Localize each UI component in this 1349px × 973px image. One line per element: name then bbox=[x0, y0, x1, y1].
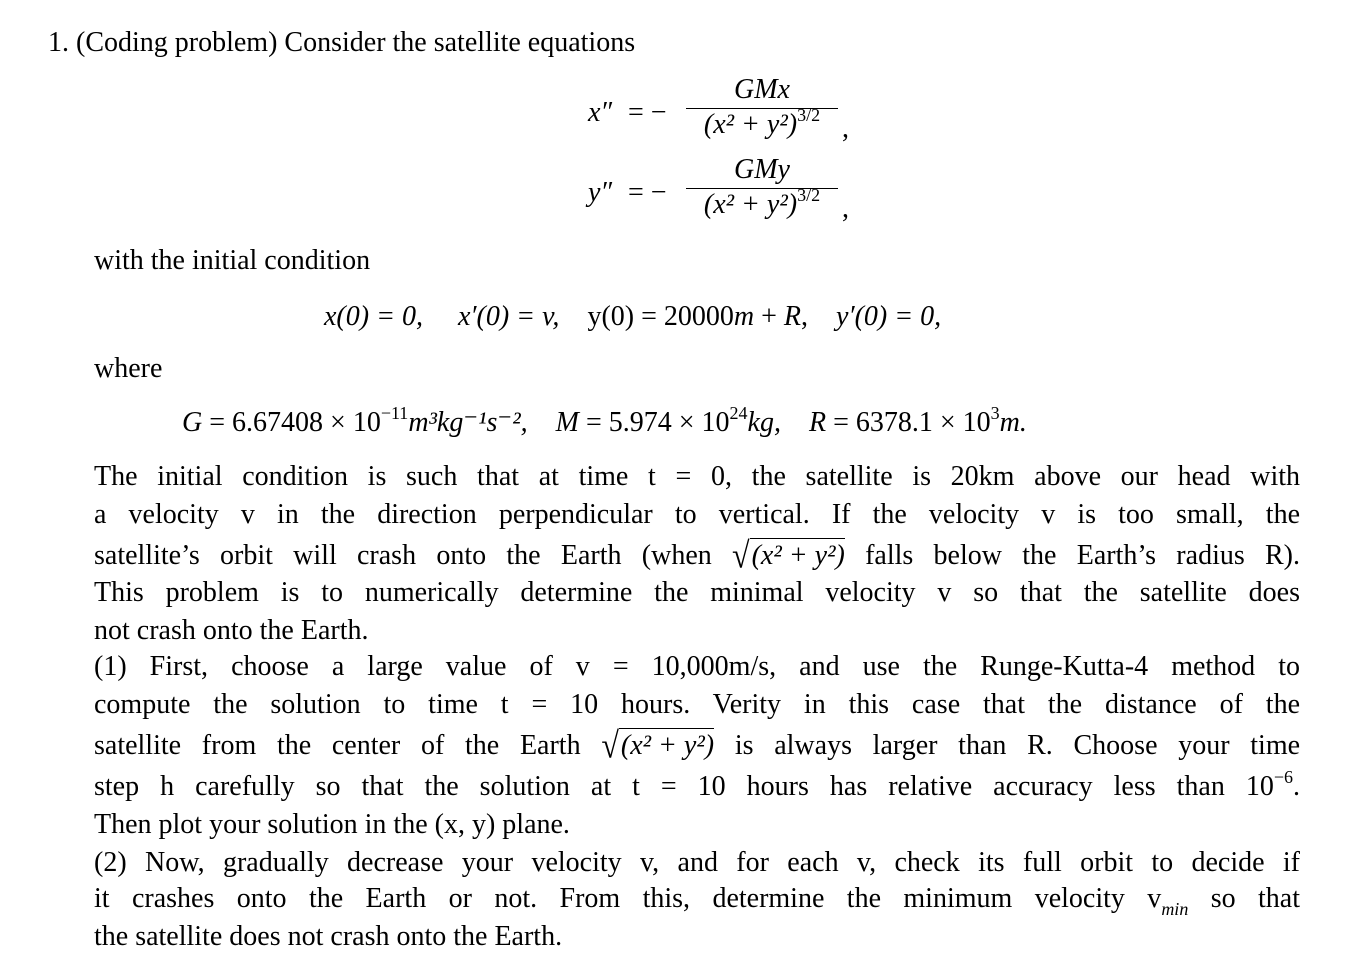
eq1-denominator: (x² + y²) bbox=[703, 109, 798, 140]
sqrt-expression-2 bbox=[601, 724, 715, 766]
const-M-exponent: 24 bbox=[729, 403, 748, 423]
part1-line-4-text: step h carefully so that the solution at t = 10 hours has relative accuracy less than 10 bbox=[94, 771, 1274, 802]
const-R-value: = 6378.1 × 10 bbox=[826, 407, 991, 438]
eq2-lhs: y″ bbox=[588, 177, 613, 208]
where-label: where bbox=[94, 353, 163, 384]
eq1-lhs: x″ bbox=[588, 97, 613, 128]
eq1-numerator: GMx bbox=[734, 74, 790, 105]
problem-heading: 1. (Coding problem) Consider the satellite equations bbox=[48, 27, 636, 58]
eq2-denominator-exponent: 3/2 bbox=[797, 185, 821, 205]
part2-line-2-text: it crashes onto the Earth or not. From this, determine the minimum velocity v bbox=[94, 883, 1162, 914]
eq2-fraction bbox=[686, 154, 838, 221]
eq1-comma: , bbox=[842, 113, 849, 144]
const-M: M bbox=[555, 407, 579, 438]
ic-yprime0: y′(0) = 0, bbox=[836, 301, 942, 332]
eq2-comma: , bbox=[842, 193, 849, 224]
const-G-exponent: −11 bbox=[380, 403, 409, 423]
part1-line-5: Then plot your solution in the (x, y) plane. bbox=[94, 809, 570, 840]
part1-line-3-start: satellite from the center of the Earth bbox=[94, 730, 581, 761]
eq1-fraction bbox=[686, 74, 838, 141]
para-line-3 bbox=[94, 534, 1301, 576]
ic-xprime0: x′(0) = v, bbox=[457, 301, 560, 332]
para-line-1: The initial condition is such that at time t = 0, the satellite is 20km above our head with bbox=[94, 461, 1300, 492]
part1-line-2: compute the solution to time t = 10 hours. Verity in this case that the distance of the bbox=[94, 689, 1300, 720]
const-M-units: kg, bbox=[747, 407, 781, 438]
part2-line-2-end: so that bbox=[1210, 883, 1301, 914]
part2-vmin-subscript: min bbox=[1161, 899, 1189, 919]
part1-line-1: (1) First, choose a large value of v = 10,000m/s, and use the Runge-Kutta-4 method to bbox=[94, 651, 1300, 682]
sqrt-expression bbox=[732, 534, 845, 576]
ic-y0-unit: m bbox=[733, 301, 755, 332]
part2-line-2 bbox=[94, 882, 1301, 919]
initial-condition-label: with the initial condition bbox=[94, 245, 371, 276]
const-G-value: = 6.67408 × 10 bbox=[202, 407, 381, 438]
eq2-denominator: (x² + y²) bbox=[703, 189, 798, 220]
eq2-equals: = − bbox=[628, 177, 667, 208]
para-line-4: This problem is to numerically determine the minimal velocity v so that the satellite does bbox=[94, 577, 1300, 608]
sqrt-sign-2: √ bbox=[601, 724, 619, 766]
ic-y0: y(0) = 20000 bbox=[587, 301, 734, 332]
ic-x0: x(0) = 0, bbox=[324, 301, 423, 332]
const-M-value: = 5.974 × 10 bbox=[578, 407, 730, 438]
ic-y0-radius: R bbox=[783, 301, 802, 332]
part1-accuracy-exponent: −6 bbox=[1273, 767, 1293, 787]
eq1-denominator-exponent: 3/2 bbox=[797, 105, 821, 125]
part2-line-3: the satellite does not crash onto the Earth. bbox=[94, 921, 563, 952]
para-line-2: a velocity v in the direction perpendicular to vertical. If the velocity v is too small, the bbox=[94, 499, 1300, 530]
ic-y0-plus: + bbox=[754, 301, 784, 332]
eq1-equals: = − bbox=[628, 97, 667, 128]
const-R: R bbox=[808, 407, 827, 438]
para-line-3-start: satellite’s orbit will crash onto the Earth (when bbox=[94, 540, 712, 571]
part1-line-4-period: . bbox=[1293, 771, 1300, 802]
ic-y0-comma: , bbox=[801, 301, 809, 332]
constants-line bbox=[182, 403, 1027, 440]
sqrt-sign: √ bbox=[732, 534, 750, 576]
para-line-5: not crash onto the Earth. bbox=[94, 615, 369, 646]
eq2-numerator: GMy bbox=[734, 154, 790, 185]
part2-line-1: (2) Now, gradually decrease your velocity v, and for each v, check its full orbit to decide if bbox=[94, 847, 1300, 878]
const-R-units: m. bbox=[999, 407, 1027, 438]
part1-line-4 bbox=[94, 767, 1300, 804]
para-line-3-end: falls below the Earth’s radius R). bbox=[865, 540, 1301, 571]
sqrt-radicand: (x² + y²) bbox=[751, 540, 845, 571]
sqrt-radicand-2: (x² + y²) bbox=[620, 730, 715, 761]
part1-line-3 bbox=[94, 724, 1301, 766]
const-G-units: m³kg⁻¹s⁻², bbox=[408, 407, 528, 438]
const-R-exponent: 3 bbox=[990, 403, 1000, 423]
initial-conditions bbox=[324, 300, 941, 334]
part1-line-3-end: is always larger than R. Choose your time bbox=[734, 730, 1301, 761]
const-G: G bbox=[182, 407, 203, 438]
